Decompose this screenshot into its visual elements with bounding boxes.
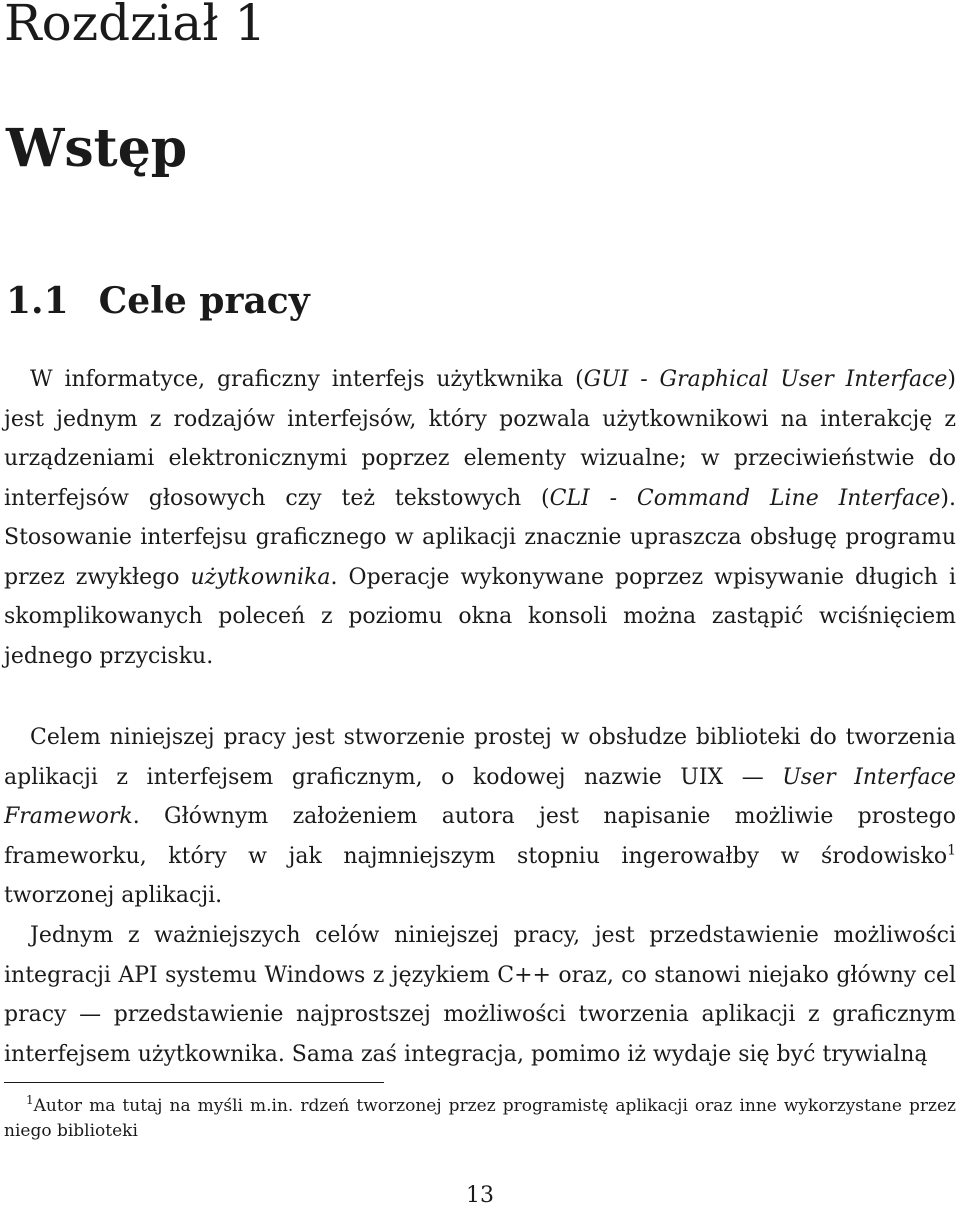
p1-gui-term: GUI - Graphical User Interface — [583, 367, 948, 392]
chapter-label: Rozdział 1 — [4, 0, 267, 52]
section-title: Cele pracy — [98, 280, 310, 322]
paragraph-1 — [4, 360, 956, 676]
p1-text-2: ) jest jednym z rodzajów interfejsów, który pozwala użytkownikowi na interakcję z urządzeniami elektronicznymi poprzez elementy wizualne; w przeciwieństwie do interfejsów głosowych czy też tekstowych ( — [4, 367, 956, 511]
footnote-divider — [4, 1082, 384, 1083]
p1-text-4: . Operacje wykonywane poprzez wpisywanie długich i skomplikowanych poleceń z poziomu okna konsoli można zastąpić wciśnięciem jednego przycisku. — [4, 564, 956, 669]
footnote-text: Autor ma tutaj na myśli m.in. rdzeń tworzonej przez programistę aplikacji oraz inne wykorzystane przez niego biblioteki — [4, 1096, 956, 1141]
paragraph-3 — [4, 916, 956, 1074]
p1-user-term: użytkownika — [190, 564, 331, 590]
p2-text-1: Celem niniejszej pracy jest stworzenie prostej w obsłudze biblioteki do tworzenia aplikacji z interfejsem graficznym, o kodowej nazwie UIX — — [4, 725, 956, 790]
footnote-mark: 1 — [26, 1093, 34, 1108]
section-number: 1.1 — [6, 280, 69, 322]
paragraph-2 — [4, 718, 956, 916]
section-heading — [6, 280, 310, 322]
chapter-title: Wstęp — [6, 118, 188, 179]
footnote-reference[interactable]: 1 — [947, 842, 956, 859]
p1-text-1: W informatyce, graficzny interfejs użytkwnika ( — [30, 367, 584, 392]
footnote — [4, 1094, 956, 1144]
page-number: 13 — [466, 1183, 494, 1208]
p2-text-3: tworzonej aplikacji. — [4, 883, 223, 908]
p1-cli-term: CLI - Command Line Interface — [549, 485, 941, 511]
p2-text-2: . Głównym założeniem autora jest napisanie możliwie prostego frameworku, który w jak najmniejszym stopniu ingerowałby w środowisko — [4, 804, 956, 869]
p3-text-1: Jednym z ważniejszych celów niniejszej pracy, jest przedstawienie możliwości integracji API systemu Windows z językiem C++ oraz, co stanowi niejako główny cel pracy — przedstawienie najprostszej możliwości tworzenia aplikacji z graficznym interfejsem użytkownika. Sama zaś integracja, pomimo iż wydaje się być trywialną — [4, 923, 956, 1067]
p1-text-3: ). Stosowanie interfejsu graficznego w aplikacji znacznie upraszcza obsługę programu przez zwykłego — [4, 485, 956, 590]
p2-uix-term: User Interface Framework — [4, 764, 956, 829]
